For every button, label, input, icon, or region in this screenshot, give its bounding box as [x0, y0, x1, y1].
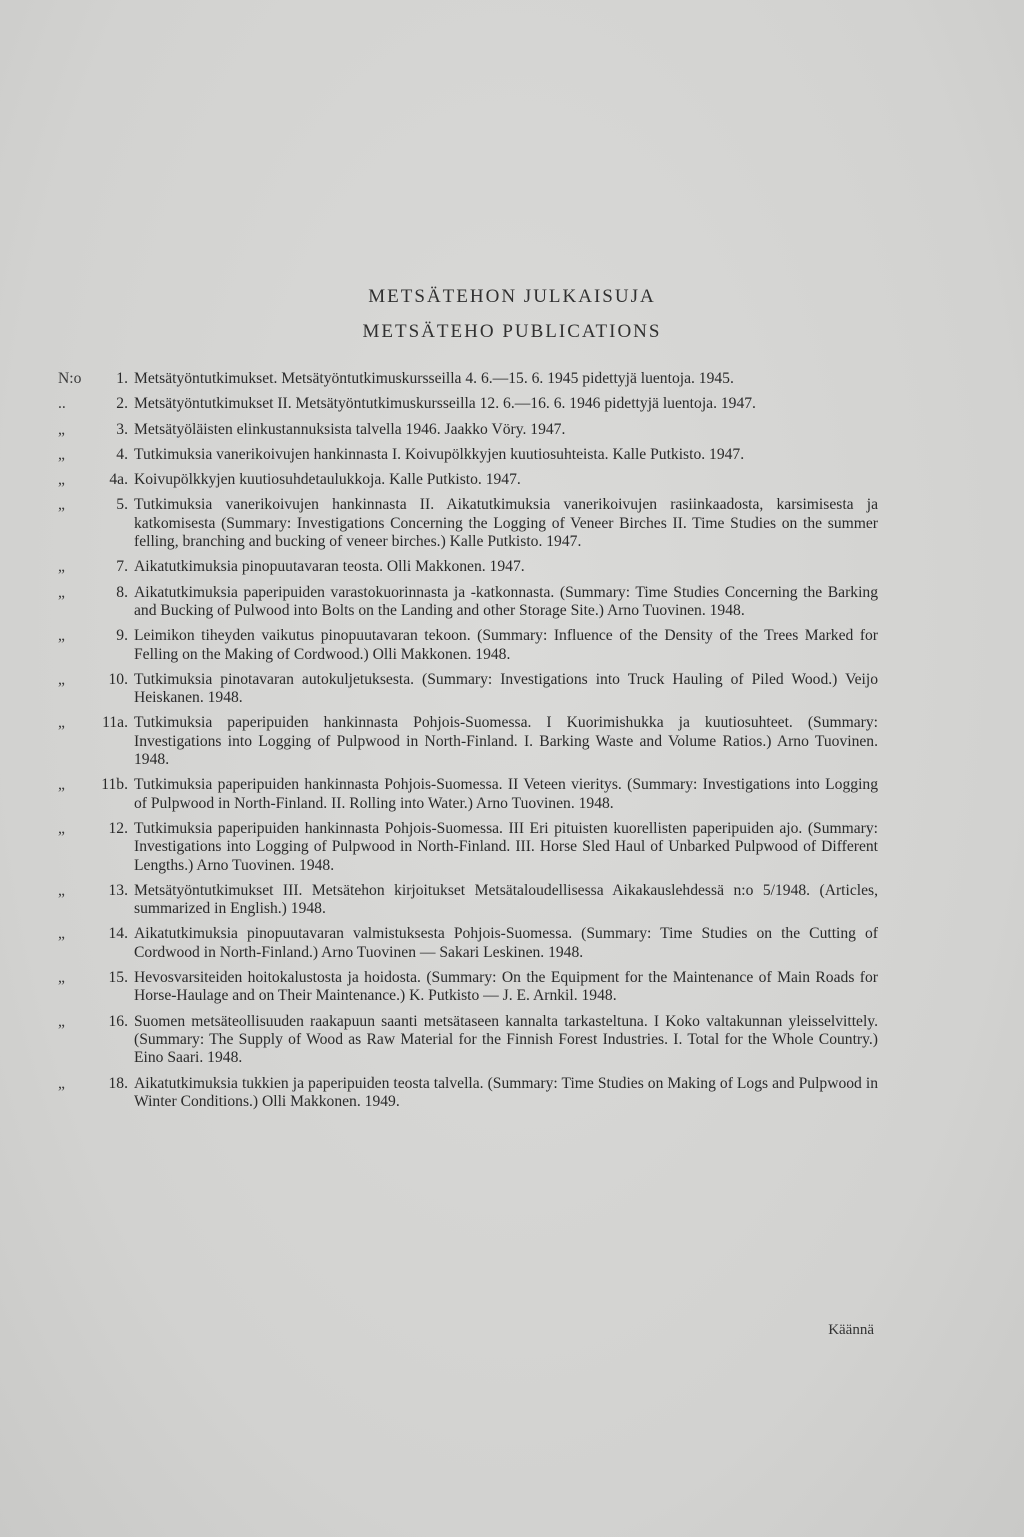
- entry-marker: „: [58, 969, 65, 987]
- entry-number: 12.: [108, 819, 128, 837]
- entry-marker: „: [58, 558, 65, 576]
- publication-entry: [58, 627, 878, 664]
- entry-number: 9.: [116, 627, 128, 645]
- publication-entry: [58, 776, 878, 813]
- entry-text: Tutkimuksia paperipuiden hankinnasta Pohjois-Suomessa. II Veteen vieritys. (Summary: Investigations into Logging of Pulpwood in North-Finland. II. Rolling into Water.) Arno Tuovinen. 1948.: [134, 776, 878, 812]
- entry-number: 13.: [108, 881, 128, 899]
- entry-marker: „: [58, 925, 65, 943]
- entry-number: 8.: [116, 583, 128, 601]
- entry-marker: „: [58, 670, 65, 688]
- publication-entry: [58, 446, 878, 464]
- entry-text: Metsätyöntutkimukset III. Metsätehon kirjoitukset Metsätaloudellisessa Aikakauslehdessä n:o 5/1948. (Articles, summarized in English.) 1948.: [134, 881, 878, 918]
- entry-number: 4.: [116, 445, 128, 463]
- entry-text: Tutkimuksia vanerikoivujen hankinnasta I. Koivupölkkyjen kuutiosuhteista. Kalle Putkisto. 1947.: [134, 445, 745, 463]
- entry-marker: „: [58, 1074, 65, 1092]
- entry-text: Aikatutkimuksia pinopuutavaran valmistuksesta Pohjois-Suomessa. (Summary: Time Studies on the Cutting of Cordwood in North-Finland.) Arno Tuovinen — Sakari Leskinen. 1948.: [134, 925, 878, 961]
- entry-marker: ..: [58, 395, 66, 413]
- page-title-english: METSÄTEHO PUBLICATIONS: [362, 321, 662, 342]
- publication-entry: [58, 925, 878, 962]
- entry-marker: „: [58, 1012, 65, 1030]
- entry-text: Suomen metsäteollisuuden raakapuun saanti metsätaseen kannalta tarkasteltuna. I Koko valtakunnan yleisselvittely. (Summary: The Supply of Wood as Raw Material for the Finnish Forest Industries. I. Total for the Whole Country.) Eino Saari. 1948.: [134, 1012, 878, 1067]
- entry-marker: „: [58, 881, 65, 899]
- entry-marker: „: [58, 776, 65, 794]
- entry-marker: N:o: [58, 370, 82, 387]
- entry-text: Tutkimuksia paperipuiden hankinnasta Pohjois-Suomessa. I Kuorimishukka ja kuutiosuhteet. (Summary: Investigations into Logging of Pulpwood in North-Finland. I. Barking Waste and Volume Ratios.) Arno Tuovinen. 1948.: [134, 714, 878, 769]
- publication-list: [58, 370, 878, 1118]
- publication-entry: [58, 471, 878, 489]
- entry-marker: „: [58, 583, 65, 601]
- entry-number: 18.: [108, 1074, 128, 1092]
- publication-entry: [58, 584, 878, 621]
- publication-entry: [58, 558, 878, 576]
- entry-text: Metsätyöntutkimukset II. Metsätyöntutkimuskursseilla 12. 6.—16. 6. 1946 pidettyjä luentoja. 1947.: [134, 395, 756, 413]
- entry-text: Koivupölkkyjen kuutiosuhdetaulukkoja. Kalle Putkisto. 1947.: [134, 471, 521, 489]
- entry-number: 7.: [116, 558, 128, 576]
- entry-marker: „: [58, 471, 65, 489]
- entry-text: Metsätyöläisten elinkustannuksista talvella 1946. Jaakko Vöry. 1947.: [134, 420, 566, 438]
- entry-number: 15.: [108, 969, 128, 987]
- entry-text: Hevosvarsiteiden hoitokalustosta ja hoidosta. (Summary: On the Equipment for the Maintenance of Main Roads for Horse-Haulage and on Their Maintenance.) K. Putkisto — J. E. Arnkil. 1948.: [134, 969, 878, 1005]
- entry-number: 4a.: [109, 471, 128, 489]
- entry-marker: „: [58, 420, 65, 438]
- entry-number: 3.: [116, 420, 128, 438]
- publication-entry: [58, 882, 878, 919]
- publication-entry: [58, 421, 878, 439]
- publication-entry: [58, 1013, 878, 1068]
- entry-text: Leimikon tiheyden vaikutus pinopuutavaran tekoon. (Summary: Influence of the Density of the Trees Marked for Felling on the Making of Cordwood.) Olli Makkonen. 1948.: [134, 627, 878, 663]
- page-title-finnish: METSÄTEHON JULKAISUJA: [368, 286, 656, 307]
- turn-page-note: Käännä: [828, 1322, 874, 1338]
- entry-text: Tutkimuksia pinotavaran autokuljetuksesta. (Summary: Investigations into Truck Hauling of Piled Wood.) Veijo Heiskanen. 1948.: [134, 670, 878, 707]
- entry-number: 2.: [116, 395, 128, 413]
- entry-text: Aikatutkimuksia pinopuutavaran teosta. Olli Makkonen. 1947.: [134, 558, 525, 576]
- publication-entry: [58, 395, 878, 413]
- entry-marker: „: [58, 819, 65, 837]
- entry-number: 1.: [116, 370, 128, 387]
- entry-number: 11a.: [102, 714, 128, 732]
- publication-entry: [58, 820, 878, 875]
- entry-text: Tutkimuksia vanerikoivujen hankinnasta II. Aikatutkimuksia vanerikoivujen rasiinkaadosta, karsimisesta ja katkomisesta (Summary: Investigations Concerning the Logging of Veneer Birches II. Time Studies on the summer felling, branching and bucking of veneer birches.) Kalle Putkisto. 1947.: [134, 496, 878, 551]
- publication-entry: [58, 370, 878, 388]
- entry-marker: „: [58, 496, 65, 514]
- entry-number: 11b.: [101, 776, 128, 794]
- entry-text: Aikatutkimuksia tukkien ja paperipuiden teosta talvella. (Summary: Time Studies on Making of Logs and Pulpwood in Winter Conditions.) Olli Makkonen. 1949.: [134, 1074, 878, 1110]
- publication-entry: [58, 714, 878, 769]
- entry-number: 14.: [108, 925, 128, 943]
- entry-number: 5.: [116, 496, 128, 514]
- entry-number: 16.: [108, 1012, 128, 1030]
- publication-entry: [58, 671, 878, 708]
- publication-entry: [58, 969, 878, 1006]
- publication-entry: [58, 1075, 878, 1112]
- entry-number: 10.: [108, 670, 128, 688]
- entry-marker: „: [58, 627, 65, 645]
- entry-text: Aikatutkimuksia paperipuiden varastokuorinnasta ja -katkonnasta. (Summary: Time Studies Concerning the Barking and Bucking of Pulwood into Bolts on the Landing and other Storage Site.) Arno Tuovinen. 1948.: [134, 583, 878, 619]
- publication-entry: [58, 496, 878, 551]
- entry-text: Tutkimuksia paperipuiden hankinnasta Pohjois-Suomessa. III Eri pituisten kuorellisten paperipuiden ajo. (Summary: Investigations into Logging of Pulpwood in North-Finland. III. Horse Sled Haul of Unbarked Pulpwood of Different Lengths.) Arno Tuovinen. 1948.: [134, 819, 878, 874]
- entry-text: Metsätyöntutkimukset. Metsätyöntutkimuskursseilla 4. 6.—15. 6. 1945 pidettyjä luentoja. 1945.: [134, 370, 734, 387]
- entry-marker: „: [58, 714, 65, 732]
- entry-marker: „: [58, 445, 65, 463]
